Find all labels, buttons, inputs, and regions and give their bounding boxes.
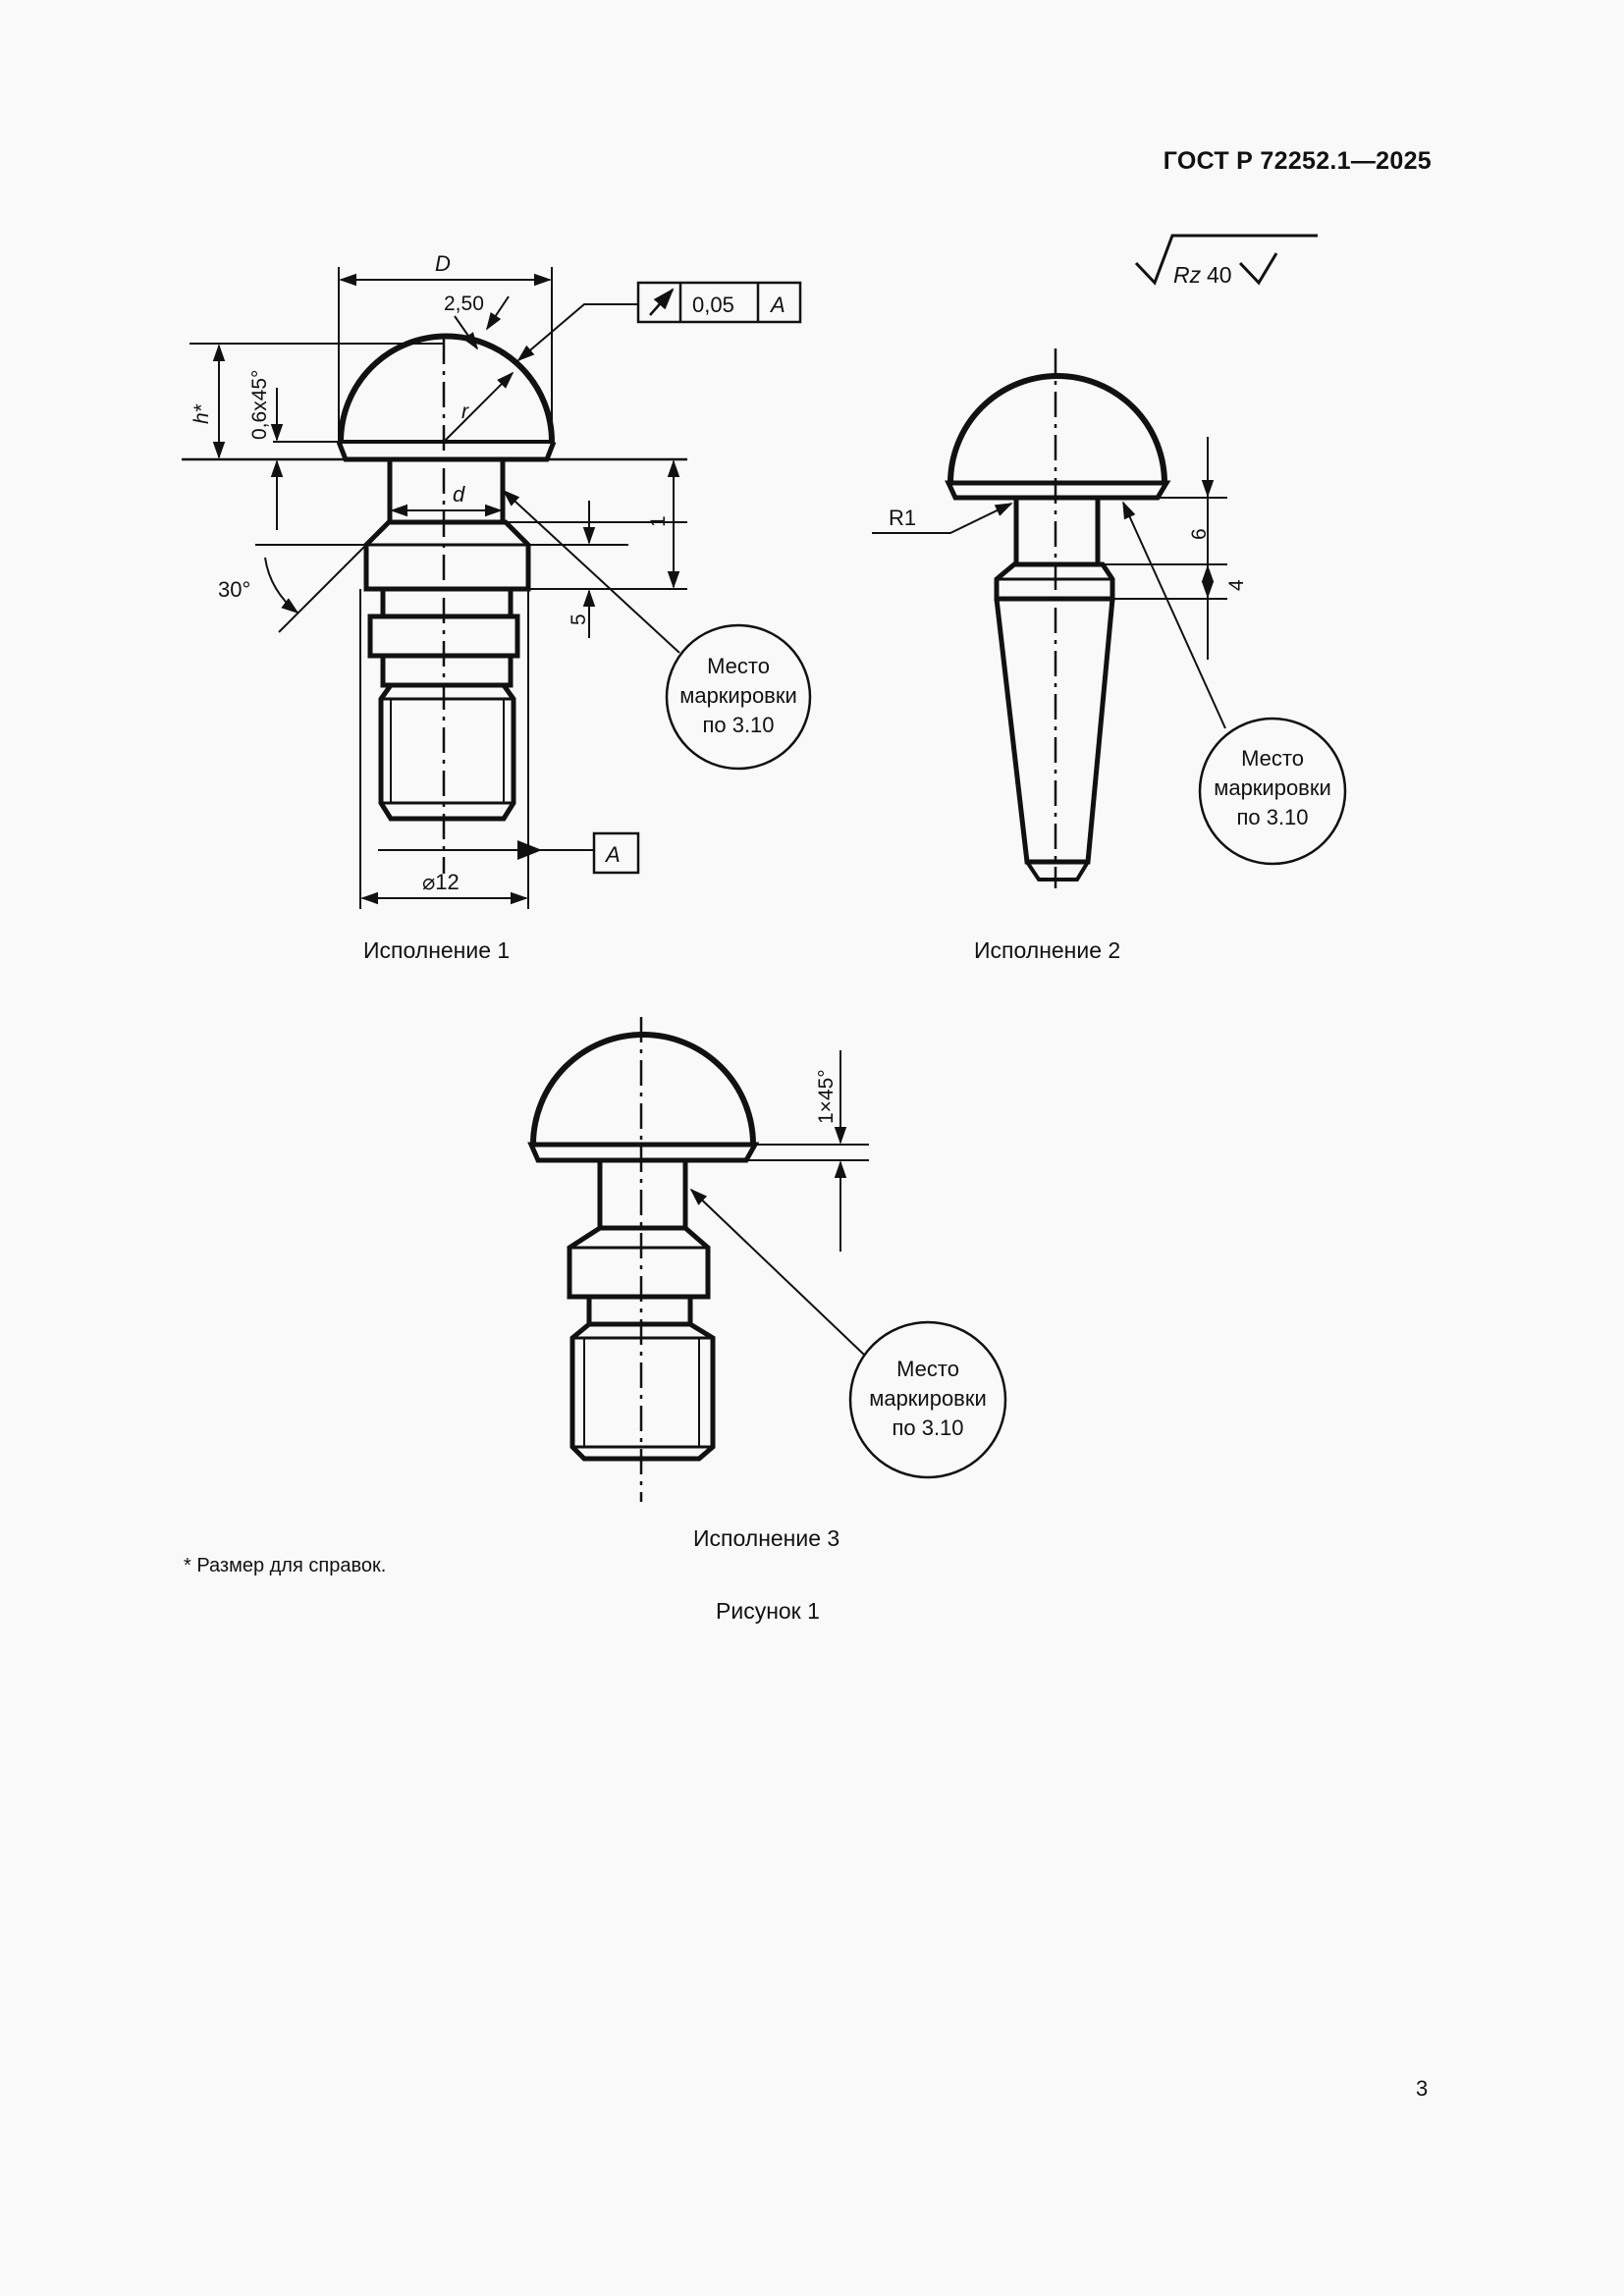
variant3-dimensions [691,1050,869,1355]
dim-R1: R1 [889,506,917,530]
dim-h: h* [190,404,213,424]
variant2-part [948,348,1166,888]
page-number: 3 [1416,2076,1429,2101]
marking-text-2b: маркировки [1214,775,1331,800]
marking-text-1a: Место [707,654,770,678]
caption-variant2: Исполнение 2 [974,937,1121,963]
marking-text-2c: по 3.10 [1236,805,1309,829]
dim-diam12: ⌀12 [422,870,460,894]
roughness-param: Rz [1173,262,1202,288]
figure-caption: Рисунок 1 [716,1598,820,1624]
dim-5: 5 [568,614,590,625]
caption-variant1: Исполнение 1 [363,937,511,963]
datum-triangle [517,840,542,860]
marking-text-1c: по 3.10 [702,713,775,737]
variant1-part [339,337,554,875]
marking-text-2a: Место [1241,746,1304,771]
dim-D: D [435,251,451,276]
dim-4: 4 [1225,579,1248,591]
dim-1: 1 [647,515,670,527]
dim-r: r [461,400,468,423]
dim-30deg: 30° [218,577,251,602]
dim-d: d [453,482,465,507]
marking-text-3c: по 3.10 [892,1415,964,1440]
dim-chamfer-1x45: 1×45° [815,1069,838,1124]
variant3-part [531,1017,755,1502]
marking-text-3b: маркировки [869,1386,987,1411]
tolerance-datum: A [771,293,785,317]
datum-label: A [606,842,621,867]
dim-250: 2,50 [444,293,484,315]
footnote: * Размер для справок. [184,1555,387,1576]
dim-chamfer-06: 0,6x45° [248,369,271,440]
tolerance-value: 0,05 [692,293,734,317]
caption-variant3: Исполнение 3 [693,1525,840,1551]
roughness-value: 40 [1207,262,1232,288]
dim-6: 6 [1188,528,1211,540]
document-header: ГОСТ Р 72252.1—2025 [1163,147,1432,175]
marking-text-1b: маркировки [679,683,797,708]
marking-text-3a: Место [896,1357,959,1381]
